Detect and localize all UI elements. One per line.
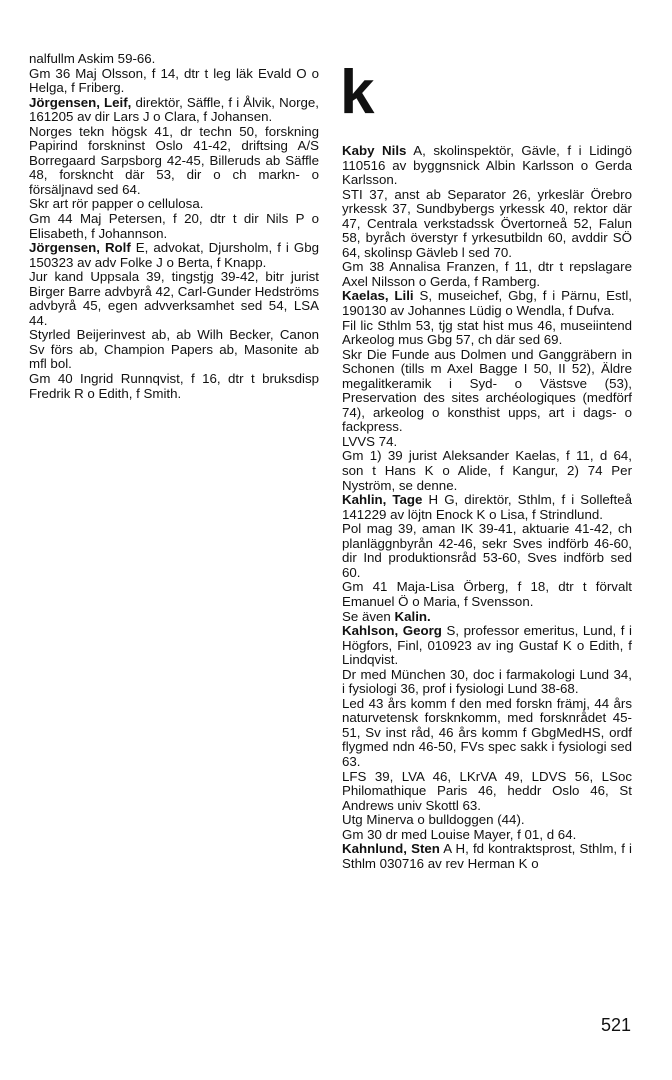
entry-paragraph: Gm 41 Maja-Lisa Örberg, f 18, dtr t förvalt Emanuel Ö o Maria, f Svensson.: [342, 579, 636, 609]
person-name: Kahlson, Georg: [342, 623, 442, 639]
person-name: Jörgensen, Rolf: [29, 240, 131, 256]
entry-paragraph: Skr art rör papper o cellulosa.: [29, 196, 204, 212]
page-number: 521: [601, 1015, 632, 1035]
entry-text: S, museichef, Gbg, f i Pärnu, Estl, 190130 av Johannes Lüdig o Wendla, f Dufva.: [342, 288, 636, 319]
left-column: [29, 51, 323, 401]
entry-paragraph: Dr med München 30, doc i farmakologi Lund 34, i fysiologi 36, prof i fysiologi Lund 38-68.: [342, 666, 636, 697]
cross-reference-name: Kalin.: [394, 608, 431, 624]
entry-paragraph: LFS 39, LVA 46, LKrVA 49, LDVS 56, LSoc Philomathique Paris 46, heddr Oslo 46, St Andrews univ Skottl 63.: [342, 768, 636, 813]
person-name: Kaby Nils: [342, 143, 407, 158]
entry-paragraph: [342, 841, 636, 871]
section-letter: k: [340, 58, 375, 127]
entry-paragraph: Gm 30 dr med Louise Mayer, f 01, d 64.: [342, 826, 577, 842]
entry-paragraph: Gm 1) 39 jurist Aleksander Kaelas, f 11, d 64, son t Hans K o Alide, f Kangur, 2) 74 Per Nyström, se denne.: [342, 448, 636, 493]
entry-paragraph: [29, 240, 323, 270]
right-column: [342, 143, 636, 871]
entry-paragraph: Jur kand Uppsala 39, tingstjg 39-42, bitr jurist Birger Barre advbyrå 42, Carl-Gunder Hedströms advbyrå 45, egen advverksamhet sed 54, LSA 44.: [29, 269, 323, 328]
entry-paragraph: Gm 36 Maj Olsson, f 14, dtr t leg läk Evald O o Helga, f Friberg.: [29, 65, 323, 96]
entry-paragraph: Styrled Beijerinvest ab, ab Wilh Becker, Canon Sv förs ab, Champion Papers ab, Masonite ab mfl bol.: [29, 327, 323, 372]
entry-paragraph: Fil lic Sthlm 53, tjg stat hist mus 46, museiintend Arkeolog mus Gbg 57, ch där sed 69.: [342, 317, 635, 348]
entry-paragraph: [342, 623, 636, 668]
person-name: Kahlin, Tage: [342, 492, 423, 508]
entry-paragraph: [342, 492, 636, 522]
entry-paragraph: Skr Die Funde aus Dolmen und Ganggräbern in Schonen (tills m Axel Bagge I 50, II 52), Äldre megalitkeramik i Syd- o Västsve (53), Preservation des sites archéologiques (medförf 74), arkeolog o konsthist upps, art i dags- o fackpress.: [342, 346, 636, 435]
entry-paragraph: [29, 94, 323, 125]
person-name: Jörgensen, Leif,: [29, 94, 132, 110]
entry-paragraph: [342, 288, 636, 319]
entry-paragraph: Pol mag 39, aman IK 39-41, aktuarie 41-42, ch planläggnbyrån 42-46, sekr Sves indförb 46-60, dir Ind produktionsråd 53-60, Sves indförb sed 60.: [342, 521, 636, 580]
entry-paragraph: nalfullm Askim 59-66.: [29, 51, 156, 66]
entry-paragraph: LVVS 74.: [342, 433, 398, 449]
entry-text: H G, direktör, Sthlm, f i Sollefteå 141229 av löjtn Enock K o Lisa, f Strindlund.: [342, 492, 636, 522]
entry-text: Se även: [342, 608, 395, 624]
entry-text: E, advokat, Djursholm, f i Gbg 150323 av adv Folke J o Berta, f Knapp.: [29, 240, 323, 270]
entry-paragraph: [342, 143, 636, 188]
entry-text: A H, fd kontraktsprost, Sthlm, f i Sthlm 030716 av rev Herman K o: [342, 841, 636, 871]
entry-paragraph: Utg Minerva o bulldoggen (44).: [342, 812, 525, 828]
entry-text: S, professor emeritus, Lund, f i Högfors, Finl, 010923 av ing Gustaf K o Edith, f Lindqvist.: [342, 623, 636, 668]
person-name: Kaelas, Lili: [342, 288, 414, 304]
person-name: Kahnlund, Sten: [342, 841, 440, 857]
entry-paragraph: Gm 38 Annalisa Franzen, f 11, dtr t repslagare Axel Nilsson o Gerda, f Ramberg.: [342, 259, 635, 289]
entry-text: A, skolinspektör, Gävle, f i Lidingö 110516 av byggnsnick Albin Karlsson o Gerda Karlsson.: [342, 143, 636, 188]
entry-paragraph: Gm 44 Maj Petersen, f 20, dtr t dir Nils P o Elisabeth, f Johannson.: [29, 211, 323, 241]
entry-paragraph: Led 43 års komm f den med forskn främj, 44 års naturvetensk forsknkomm, med forsknrådet 45-51, Sv inst råd, 46 års komm f GbgMedHS, ordf flygmed ndn 46-50, FVs spec sakk i fysiologi sed 63.: [342, 695, 636, 769]
entry-text: direktör, Säffle, f i Ålvik, Norge, 161205 av dir Lars J o Clara, f Johansen.: [29, 94, 323, 125]
entry-paragraph: STI 37, anst ab Separator 26, yrkeslär Örebro yrkessk 37, Sundbybergs yrkessk 40, rektor där 47, Centrala verkstadssk Övertorneå 52, Falun 58, byråch överstyr f yrkesutbildn 60, avddir SÖ 64, skolinsp Gävleb l sed 70.: [342, 186, 636, 260]
entry-paragraph: Norges tekn högsk 41, dr techn 50, forskning Papirind forskninst Oslo 41-42, driftsing A/S Borregaard Sarpsborg 42-45, Billeruds ab Säffle 48, forskncht där 53, dir o ch markn- o försäljnavd sed 64.: [29, 123, 323, 197]
entry-paragraph: Gm 40 Ingrid Runnqvist, f 16, dtr t bruksdisp Fredrik R o Edith, f Smith.: [29, 371, 323, 401]
entry-paragraph: [342, 610, 632, 625]
